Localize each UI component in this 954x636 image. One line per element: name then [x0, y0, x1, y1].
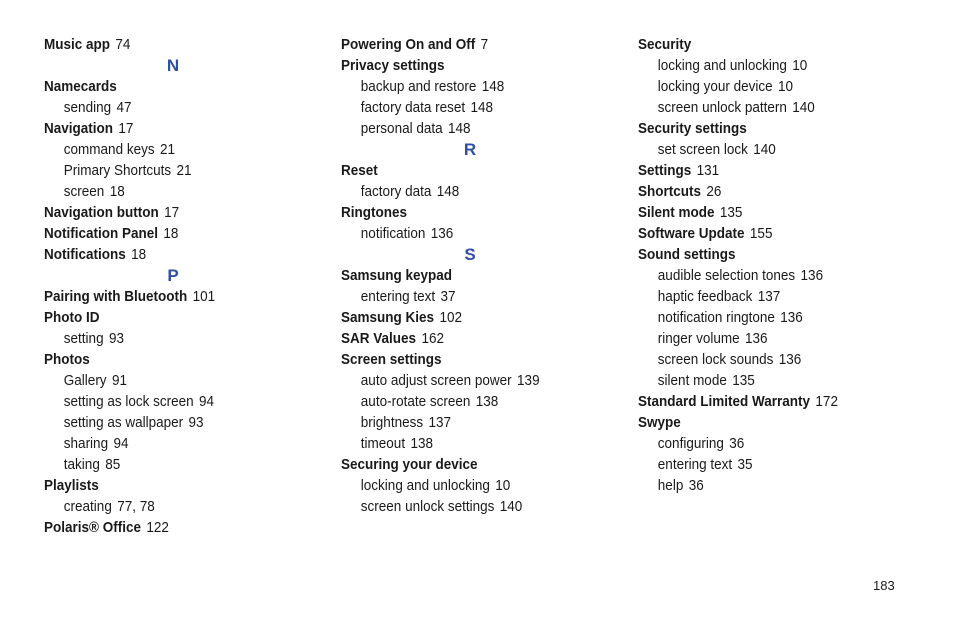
entry-term: Namecards: [44, 78, 117, 95]
entry-term: Ringtones: [341, 204, 408, 221]
entry-page-ref: 122: [146, 519, 169, 536]
index-subentry: [44, 496, 305, 517]
entry-term: Pairing with Bluetooth: [44, 288, 188, 305]
entry-page-ref: 18: [163, 225, 179, 242]
entry-page-ref: 74: [115, 36, 131, 53]
index-subentry: [44, 454, 305, 475]
entry-term: creating: [63, 498, 112, 515]
index-entry: [44, 349, 305, 370]
entry-term: screen: [63, 183, 105, 200]
entry-page-ref: 148: [448, 120, 471, 137]
entry-term: Privacy settings: [341, 57, 445, 74]
index-entry: [341, 454, 602, 475]
entry-term: Reset: [341, 162, 378, 179]
index-subentry: [44, 160, 305, 181]
entry-term: Notifications: [44, 246, 126, 263]
entry-term: Primary Shortcuts: [63, 162, 172, 179]
entry-term: Settings: [638, 162, 692, 179]
entry-term: screen lock sounds: [657, 351, 774, 368]
entry-term: Navigation: [44, 120, 114, 137]
index-subentry: [341, 181, 602, 202]
index-subentry: [638, 307, 899, 328]
entry-page-ref: 172: [815, 393, 838, 410]
entry-term: Silent mode: [638, 204, 715, 221]
entry-page-ref: 94: [113, 435, 129, 452]
entry-page-ref: 10: [792, 57, 808, 74]
index-subentry: [44, 97, 305, 118]
entry-page-ref: 10: [778, 78, 794, 95]
index-subentry: [341, 286, 602, 307]
index-entry: [341, 265, 602, 286]
entry-term: Software Update: [638, 225, 745, 242]
entry-page-ref: 7: [480, 36, 489, 53]
index-entry: [638, 34, 899, 55]
section-letter: R: [463, 140, 477, 159]
entry-term: timeout: [360, 435, 406, 452]
entry-term: command keys: [63, 141, 155, 158]
entry-term: sending: [63, 99, 112, 116]
entry-term: setting: [63, 330, 104, 347]
entry-page-ref: 36: [688, 477, 704, 494]
entry-term: Polaris® Office: [44, 519, 141, 536]
entry-term: audible selection tones: [657, 267, 796, 284]
entry-term: Samsung keypad: [341, 267, 453, 284]
entry-term: Playlists: [44, 477, 99, 494]
entry-page-ref: 148: [481, 78, 505, 95]
entry-term: Screen settings: [341, 351, 442, 368]
index-entry: [341, 55, 602, 76]
entry-page-ref: 17: [164, 204, 180, 221]
index-subentry: [341, 118, 602, 139]
entry-term: haptic feedback: [657, 288, 753, 305]
entry-page-ref: 10: [495, 477, 511, 494]
entry-page-ref: 77, 78: [117, 498, 155, 515]
entry-term: setting as wallpaper: [63, 414, 184, 431]
entry-page-ref: 140: [753, 141, 776, 158]
entry-term: sharing: [63, 435, 109, 452]
entry-page-ref: 148: [470, 99, 494, 116]
entry-term: notification ringtone: [657, 309, 775, 326]
index-subentry: [341, 370, 602, 391]
entry-term: Securing your device: [341, 456, 478, 473]
index-entry: [638, 412, 899, 433]
index-column-3: [638, 34, 928, 496]
index-subentry: [638, 55, 899, 76]
index-subentry: [638, 370, 899, 391]
entry-term: backup and restore: [360, 78, 477, 95]
entry-term: Music app: [44, 36, 111, 53]
entry-term: Swype: [638, 414, 681, 431]
entry-term: Standard Limited Warranty: [638, 393, 811, 410]
entry-page-ref: 94: [199, 393, 215, 410]
entry-page-ref: 35: [737, 456, 753, 473]
entry-term: Navigation button: [44, 204, 159, 221]
entry-page-ref: 138: [475, 393, 499, 410]
index-subentry: [638, 475, 899, 496]
entry-page-ref: 140: [792, 99, 815, 116]
entry-page-ref: 137: [428, 414, 452, 431]
entry-term: entering text: [360, 288, 436, 305]
entry-term: Photo ID: [44, 309, 100, 326]
entry-page-ref: 135: [732, 372, 755, 389]
index-entry: [44, 223, 305, 244]
entry-page-ref: 138: [410, 435, 434, 452]
index-subentry: [341, 391, 602, 412]
entry-term: Notification Panel: [44, 225, 159, 242]
entry-term: Sound settings: [638, 246, 736, 263]
entry-page-ref: 162: [421, 330, 444, 347]
index-entry: [638, 181, 899, 202]
index-entry: [638, 202, 899, 223]
index-entry: [638, 160, 899, 181]
entry-page-ref: 18: [131, 246, 147, 263]
entry-page-ref: 91: [111, 372, 127, 389]
entry-page-ref: 37: [440, 288, 456, 305]
index-subentry: [44, 181, 305, 202]
entry-page-ref: 36: [729, 435, 745, 452]
index-entry: [44, 475, 305, 496]
entry-term: locking and unlocking: [657, 57, 787, 74]
index-subentry: [44, 370, 305, 391]
entry-term: configuring: [657, 435, 724, 452]
index-entry: [44, 76, 305, 97]
index-entry: [638, 244, 899, 265]
entry-term: auto-rotate screen: [360, 393, 471, 410]
index-subentry: [44, 391, 305, 412]
entry-page-ref: 136: [778, 351, 802, 368]
index-subentry: [341, 475, 602, 496]
entry-page-ref: 136: [744, 330, 768, 347]
entry-page-ref: 131: [696, 162, 720, 179]
section-letter: S: [464, 245, 476, 264]
entry-term: brightness: [360, 414, 424, 431]
page-number: 183: [873, 578, 895, 593]
index-subentry: [638, 265, 899, 286]
entry-term: Photos: [44, 351, 90, 368]
entry-page-ref: 139: [517, 372, 540, 389]
index-subentry: [638, 433, 899, 454]
index-subentry: [638, 139, 899, 160]
index-entry: [44, 34, 305, 55]
index-subentry: [44, 328, 305, 349]
entry-term: taking: [63, 456, 100, 473]
entry-term: silent mode: [657, 372, 727, 389]
entry-term: set screen lock: [657, 141, 748, 158]
entry-term: factory data reset: [360, 99, 466, 116]
entry-term: Samsung Kies: [341, 309, 435, 326]
entry-term: factory data: [360, 183, 432, 200]
entry-page-ref: 102: [439, 309, 462, 326]
index-subentry: [638, 76, 899, 97]
entry-page-ref: 93: [108, 330, 125, 347]
index-subentry: [341, 412, 602, 433]
index-subentry: [341, 76, 602, 97]
index-entry: [341, 34, 602, 55]
section-letter: N: [166, 56, 180, 75]
index-subentry: [638, 97, 899, 118]
index-entry: [341, 202, 602, 223]
entry-term: ringer volume: [657, 330, 740, 347]
entry-page-ref: 136: [800, 267, 824, 284]
entry-term: setting as lock screen: [63, 393, 194, 410]
entry-page-ref: 148: [436, 183, 460, 200]
index-subentry: [638, 286, 899, 307]
index-entry: [44, 307, 305, 328]
entry-term: auto adjust screen power: [360, 372, 512, 389]
entry-page-ref: 140: [499, 498, 523, 515]
index-subentry: [341, 223, 602, 244]
entry-term: personal data: [360, 120, 443, 137]
entry-term: help: [657, 477, 684, 494]
entry-page-ref: 17: [118, 120, 134, 137]
section-letter: P: [167, 266, 179, 285]
entry-term: locking your device: [657, 78, 773, 95]
index-column-2: [341, 34, 631, 517]
index-subentry: [44, 412, 305, 433]
entry-term: entering text: [657, 456, 733, 473]
index-subentry: [638, 328, 899, 349]
index-entry: [44, 118, 305, 139]
entry-page-ref: 135: [719, 204, 743, 221]
entry-page-ref: 18: [109, 183, 125, 200]
index-entry: [341, 328, 602, 349]
entry-page-ref: 137: [757, 288, 781, 305]
entry-term: screen unlock pattern: [657, 99, 787, 116]
index-subentry: [341, 433, 602, 454]
index-entry: [44, 286, 305, 307]
index-entry: [638, 223, 899, 244]
entry-page-ref: 47: [116, 99, 132, 116]
entry-term: screen unlock settings: [360, 498, 495, 515]
entry-page-ref: 93: [188, 414, 204, 431]
index-entry: [638, 118, 899, 139]
entry-page-ref: 85: [105, 456, 121, 473]
entry-term: notification: [360, 225, 426, 242]
entry-term: locking and unlocking: [360, 477, 490, 494]
index-subentry: [44, 433, 305, 454]
index-entry: [341, 349, 602, 370]
entry-page-ref: 101: [192, 288, 216, 305]
index-column-1: [44, 34, 334, 538]
entry-term: SAR Values: [341, 330, 417, 347]
entry-page-ref: 155: [749, 225, 773, 242]
entry-term: Security: [638, 36, 692, 53]
index-subentry: [44, 139, 305, 160]
index-entry: [44, 517, 305, 538]
index-entry: [341, 307, 602, 328]
entry-term: Powering On and Off: [341, 36, 476, 53]
index-subentry: [638, 454, 899, 475]
index-entry: [638, 391, 899, 412]
index-entry: [341, 160, 602, 181]
index-subentry: [638, 349, 899, 370]
entry-page-ref: 26: [706, 183, 722, 200]
entry-term: Gallery: [63, 372, 107, 389]
index-subentry: [341, 97, 602, 118]
entry-page-ref: 21: [176, 162, 192, 179]
index-entry: [44, 244, 305, 265]
entry-page-ref: 136: [780, 309, 803, 326]
entry-page-ref: 136: [430, 225, 454, 242]
entry-term: Security settings: [638, 120, 747, 137]
index-subentry: [341, 496, 602, 517]
entry-page-ref: 21: [159, 141, 176, 158]
entry-term: Shortcuts: [638, 183, 702, 200]
index-entry: [44, 202, 305, 223]
